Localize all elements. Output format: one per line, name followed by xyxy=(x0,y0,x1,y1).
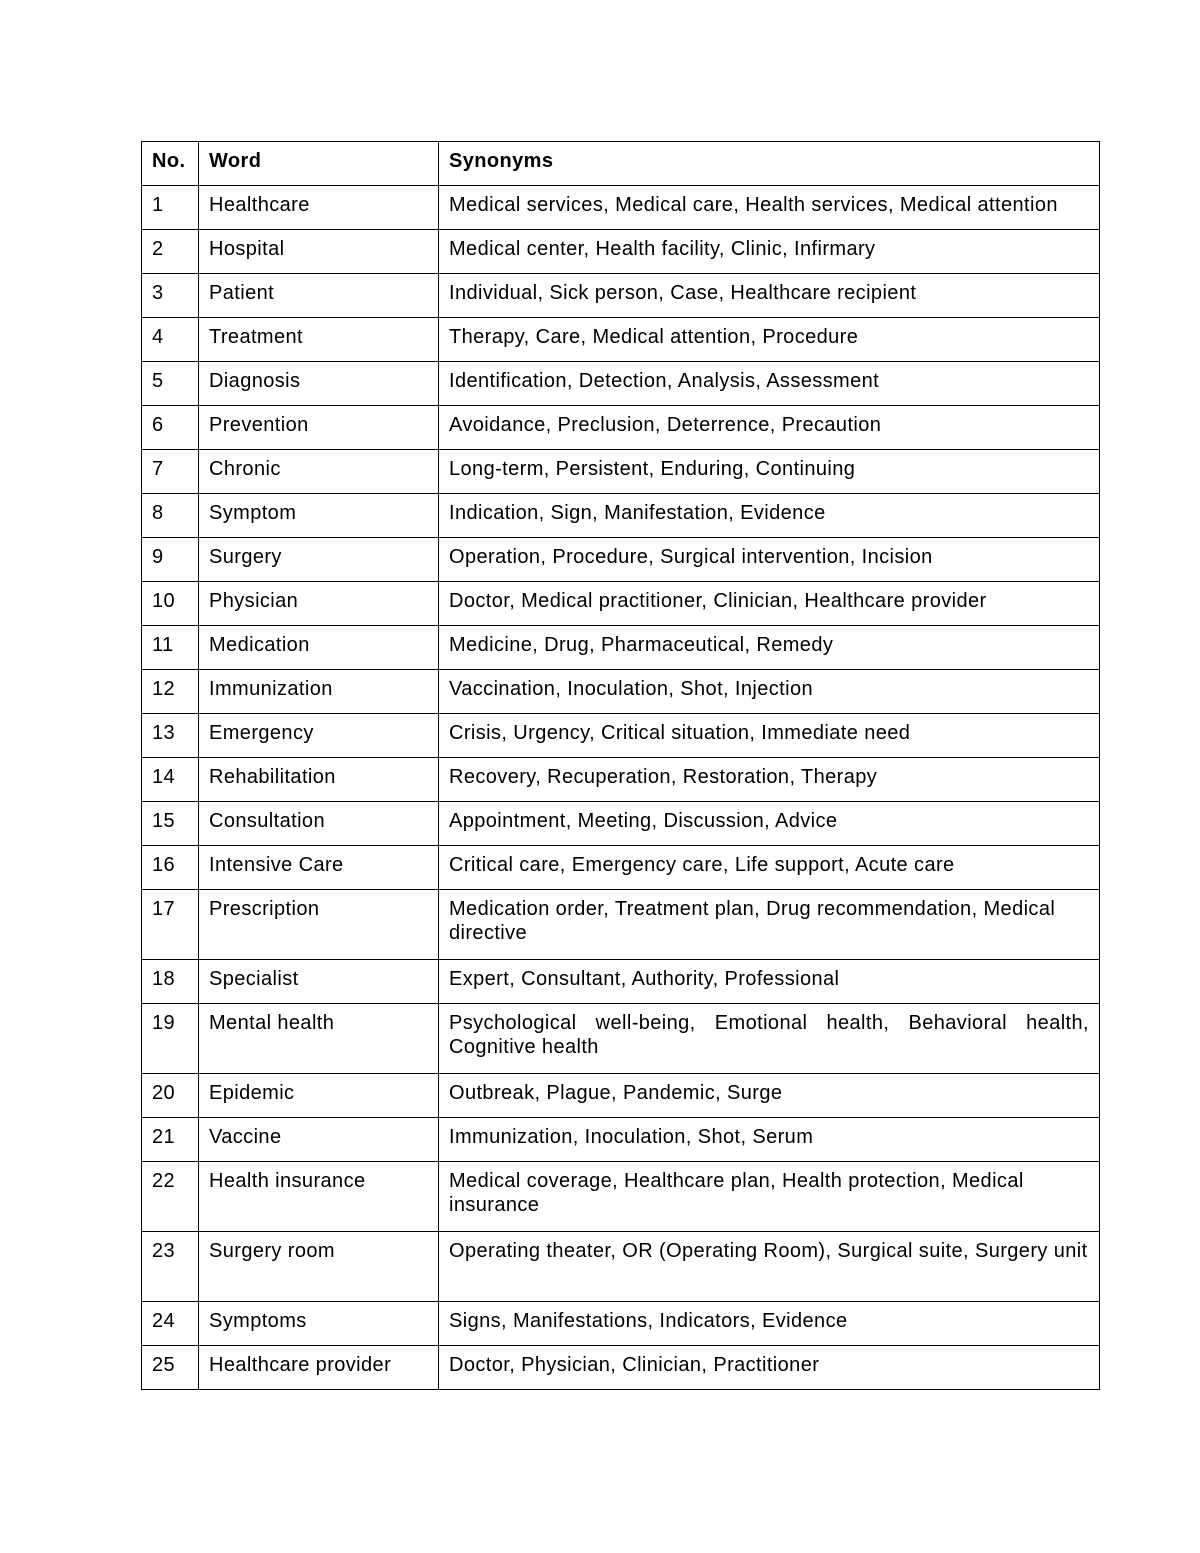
row-synonyms: Critical care, Emergency care, Life support, Acute care xyxy=(439,846,1100,890)
row-word: Consultation xyxy=(199,802,439,846)
row-number: 17 xyxy=(142,890,199,960)
row-number: 2 xyxy=(142,230,199,274)
row-word: Healthcare provider xyxy=(199,1346,439,1390)
row-synonyms: Appointment, Meeting, Discussion, Advice xyxy=(439,802,1100,846)
table-row xyxy=(142,318,1100,362)
table-row xyxy=(142,846,1100,890)
row-word: Specialist xyxy=(199,960,439,1004)
header-synonyms: Synonyms xyxy=(439,142,1100,186)
row-synonyms: Doctor, Physician, Clinician, Practitioner xyxy=(439,1346,1100,1390)
row-word: Patient xyxy=(199,274,439,318)
row-synonyms: Medication order, Treatment plan, Drug recommendation, Medical directive xyxy=(439,890,1100,960)
row-number: 9 xyxy=(142,538,199,582)
row-synonyms: Expert, Consultant, Authority, Professional xyxy=(439,960,1100,1004)
table-row xyxy=(142,538,1100,582)
row-number: 1 xyxy=(142,186,199,230)
row-number: 10 xyxy=(142,582,199,626)
row-word: Prevention xyxy=(199,406,439,450)
row-word: Chronic xyxy=(199,450,439,494)
header-no: No. xyxy=(142,142,199,186)
row-synonyms: Signs, Manifestations, Indicators, Evidence xyxy=(439,1302,1100,1346)
table-row xyxy=(142,1162,1100,1232)
row-number: 25 xyxy=(142,1346,199,1390)
row-number: 16 xyxy=(142,846,199,890)
row-synonyms: Psychological well-being, Emotional health, Behavioral health, Cognitive health xyxy=(439,1004,1100,1074)
table-row xyxy=(142,274,1100,318)
table-row xyxy=(142,186,1100,230)
row-word: Intensive Care xyxy=(199,846,439,890)
table-row xyxy=(142,450,1100,494)
row-word: Rehabilitation xyxy=(199,758,439,802)
row-synonyms: Immunization, Inoculation, Shot, Serum xyxy=(439,1118,1100,1162)
row-word: Prescription xyxy=(199,890,439,960)
row-number: 3 xyxy=(142,274,199,318)
synonyms-table xyxy=(141,141,1100,1390)
row-word: Medication xyxy=(199,626,439,670)
row-number: 23 xyxy=(142,1232,199,1302)
row-word: Symptom xyxy=(199,494,439,538)
row-word: Healthcare xyxy=(199,186,439,230)
row-number: 8 xyxy=(142,494,199,538)
table-row xyxy=(142,230,1100,274)
row-number: 7 xyxy=(142,450,199,494)
row-number: 22 xyxy=(142,1162,199,1232)
row-number: 13 xyxy=(142,714,199,758)
row-number: 14 xyxy=(142,758,199,802)
row-word: Hospital xyxy=(199,230,439,274)
row-number: 5 xyxy=(142,362,199,406)
row-synonyms: Medical center, Health facility, Clinic, Infirmary xyxy=(439,230,1100,274)
row-synonyms: Crisis, Urgency, Critical situation, Immediate need xyxy=(439,714,1100,758)
row-synonyms: Therapy, Care, Medical attention, Procedure xyxy=(439,318,1100,362)
row-synonyms: Long-term, Persistent, Enduring, Continuing xyxy=(439,450,1100,494)
row-word: Health insurance xyxy=(199,1162,439,1232)
table-row xyxy=(142,1346,1100,1390)
row-number: 6 xyxy=(142,406,199,450)
table-row xyxy=(142,714,1100,758)
table-row xyxy=(142,626,1100,670)
table-row xyxy=(142,670,1100,714)
row-word: Symptoms xyxy=(199,1302,439,1346)
table-row xyxy=(142,758,1100,802)
row-synonyms: Vaccination, Inoculation, Shot, Injection xyxy=(439,670,1100,714)
table-row xyxy=(142,1302,1100,1346)
header-word: Word xyxy=(199,142,439,186)
row-number: 11 xyxy=(142,626,199,670)
table-row xyxy=(142,362,1100,406)
row-word: Surgery xyxy=(199,538,439,582)
table-row xyxy=(142,1004,1100,1074)
row-number: 12 xyxy=(142,670,199,714)
table-row xyxy=(142,802,1100,846)
row-synonyms: Indication, Sign, Manifestation, Evidence xyxy=(439,494,1100,538)
row-number: 15 xyxy=(142,802,199,846)
table-row xyxy=(142,582,1100,626)
row-word: Mental health xyxy=(199,1004,439,1074)
row-word: Physician xyxy=(199,582,439,626)
row-synonyms: Doctor, Medical practitioner, Clinician, Healthcare provider xyxy=(439,582,1100,626)
row-synonyms: Recovery, Recuperation, Restoration, Therapy xyxy=(439,758,1100,802)
row-word: Vaccine xyxy=(199,1118,439,1162)
row-synonyms: Operation, Procedure, Surgical intervention, Incision xyxy=(439,538,1100,582)
row-word: Immunization xyxy=(199,670,439,714)
row-number: 20 xyxy=(142,1074,199,1118)
row-word: Treatment xyxy=(199,318,439,362)
row-synonyms: Individual, Sick person, Case, Healthcare recipient xyxy=(439,274,1100,318)
table-row xyxy=(142,960,1100,1004)
row-word: Epidemic xyxy=(199,1074,439,1118)
table-header-row xyxy=(142,142,1100,186)
row-synonyms: Medical coverage, Healthcare plan, Health protection, Medical insurance xyxy=(439,1162,1100,1232)
table-row xyxy=(142,1074,1100,1118)
row-number: 19 xyxy=(142,1004,199,1074)
row-synonyms: Avoidance, Preclusion, Deterrence, Precaution xyxy=(439,406,1100,450)
row-number: 18 xyxy=(142,960,199,1004)
row-synonyms: Outbreak, Plague, Pandemic, Surge xyxy=(439,1074,1100,1118)
row-word: Emergency xyxy=(199,714,439,758)
row-number: 21 xyxy=(142,1118,199,1162)
table-row xyxy=(142,406,1100,450)
table-row xyxy=(142,494,1100,538)
row-number: 24 xyxy=(142,1302,199,1346)
row-synonyms: Medicine, Drug, Pharmaceutical, Remedy xyxy=(439,626,1100,670)
row-word: Surgery room xyxy=(199,1232,439,1302)
row-synonyms: Identification, Detection, Analysis, Assessment xyxy=(439,362,1100,406)
row-word: Diagnosis xyxy=(199,362,439,406)
row-synonyms: Medical services, Medical care, Health services, Medical attention xyxy=(439,186,1100,230)
row-synonyms: Operating theater, OR (Operating Room), Surgical suite, Surgery unit xyxy=(439,1232,1100,1302)
row-number: 4 xyxy=(142,318,199,362)
table-row xyxy=(142,1118,1100,1162)
table-row xyxy=(142,890,1100,960)
table-row xyxy=(142,1232,1100,1302)
